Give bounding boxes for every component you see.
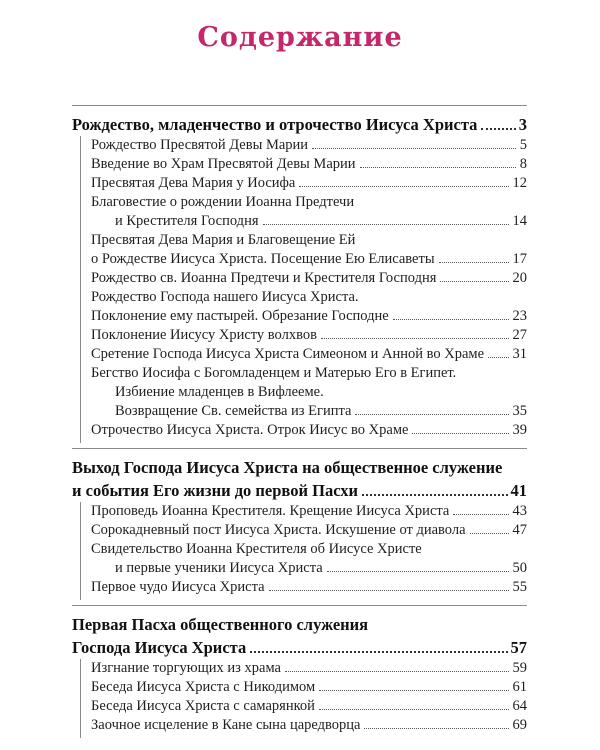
entry-title: Рождество св. Иоанна Предтечи и Крестителя Господня (91, 270, 437, 286)
dot-leader (362, 494, 507, 496)
entry-title-line: Пресвятая Дева Мария и Благовещение Ей (91, 232, 356, 248)
section-page-number: 41 (510, 481, 527, 500)
entry-title: Сорокадневный пост Иисуса Христа. Искушение от диавола (91, 522, 466, 538)
toc-entry[interactable] (91, 326, 527, 345)
toc-entry[interactable] (91, 540, 527, 578)
section-title: Рождество, младенчество и отрочество Иисуса Христа (72, 115, 478, 134)
dot-leader (263, 224, 509, 225)
section-page-number: 57 (510, 638, 527, 657)
toc-entry[interactable] (91, 659, 527, 678)
section-title: Господа Иисуса Христа (72, 638, 247, 657)
subsection-list (80, 502, 527, 600)
dot-leader (285, 671, 509, 672)
entry-page-number: 69 (512, 717, 527, 733)
entry-page-number: 20 (512, 270, 527, 286)
entry-title: и первые ученики Иисуса Христа (115, 560, 323, 576)
toc-entry[interactable] (91, 678, 527, 697)
entry-title: Возвращение Св. семейства из Египта (115, 403, 352, 419)
entry-page-number: 17 (512, 251, 527, 267)
dot-leader (440, 281, 508, 282)
toc-entry[interactable] (91, 288, 527, 326)
dot-leader (364, 728, 508, 729)
entry-page-number: 27 (512, 327, 527, 343)
toc-entry[interactable] (91, 578, 527, 597)
section-title: и события Его жизни до первой Пасхи (72, 481, 359, 500)
toc-entry[interactable] (91, 521, 527, 540)
dot-leader (269, 590, 509, 591)
toc-section (72, 448, 527, 600)
entry-title: и Крестителя Господня (115, 213, 259, 229)
section-title-line[interactable] (72, 637, 527, 658)
toc-entry[interactable] (91, 364, 527, 421)
entry-title: Введение во Храм Пресвятой Девы Марии (91, 156, 356, 172)
entry-page-number: 55 (512, 579, 527, 595)
page-title: Содержание (197, 22, 403, 53)
entry-title: Беседа Иисуса Христа с самарянкой (91, 698, 315, 714)
dot-leader (470, 533, 509, 534)
toc-entry[interactable] (91, 231, 527, 269)
entry-title: Заочное исцеление в Кане сына царедворца (91, 717, 361, 733)
entry-page-number: 12 (512, 175, 527, 191)
dot-leader (327, 571, 509, 572)
entry-page-number: 31 (512, 346, 527, 362)
entry-title: Проповедь Иоанна Крестителя. Крещение Иисуса Христа (91, 503, 450, 519)
toc-entry[interactable] (91, 345, 527, 364)
toc-section (72, 605, 527, 738)
entry-page-number: 61 (512, 679, 527, 695)
dot-leader (355, 414, 508, 415)
dot-leader (393, 319, 509, 320)
dot-leader (488, 357, 508, 358)
entry-page-number: 8 (519, 156, 527, 172)
toc-section (72, 105, 527, 443)
toc-entry[interactable] (91, 136, 527, 155)
entry-page-number: 35 (512, 403, 527, 419)
dot-leader (319, 709, 509, 710)
section-title: Первая Пасха общественного служения (72, 615, 369, 634)
dot-leader (321, 338, 509, 339)
entry-page-number: 5 (519, 137, 527, 153)
toc-entry[interactable] (91, 697, 527, 716)
dot-leader (319, 690, 508, 691)
dot-leader (439, 262, 509, 263)
entry-page-number: 43 (512, 503, 527, 519)
entry-page-number: 59 (512, 660, 527, 676)
entry-page-number: 23 (512, 308, 527, 324)
entry-title-line: Избиение младенцев в Вифлееме. (115, 384, 324, 400)
entry-title-line: Благовестие о рождении Иоанна Предтечи (91, 194, 355, 210)
toc-entry[interactable] (91, 421, 527, 440)
entry-title: Первое чудо Иисуса Христа (91, 579, 265, 595)
section-title-line[interactable] (72, 114, 527, 135)
entry-title: Поклонение ему пастырей. Обрезание Господне (91, 308, 389, 324)
entry-title-line: Рождество Господа нашего Иисуса Христа. (91, 289, 359, 305)
toc-entry[interactable] (91, 502, 527, 521)
dot-leader (453, 514, 508, 515)
entry-title: Поклонение Иисусу Христу волхвов (91, 327, 317, 343)
toc-entry[interactable] (91, 155, 527, 174)
toc-entry[interactable] (91, 269, 527, 288)
entry-page-number: 64 (512, 698, 527, 714)
dot-leader (312, 148, 516, 149)
subsection-list (80, 659, 527, 738)
section-page-number: 3 (518, 115, 527, 134)
entry-title: Беседа Иисуса Христа с Никодимом (91, 679, 316, 695)
entry-title: Отрочество Иисуса Христа. Отрок Иисус во Храме (91, 422, 409, 438)
section-title: Выход Господа Иисуса Христа на общественное служение (72, 458, 503, 477)
entry-title: Изгнание торгующих из храма (91, 660, 281, 676)
entry-title: Рождество Пресвятой Девы Марии (91, 137, 309, 153)
toc-entry[interactable] (91, 716, 527, 735)
dot-leader (299, 186, 508, 187)
section-title-line[interactable] (72, 480, 527, 501)
dot-leader (250, 651, 507, 653)
subsection-list (80, 136, 527, 443)
dot-leader (481, 128, 515, 130)
dot-leader (412, 433, 508, 434)
entry-title-line: Бегство Иосифа с Богомладенцем и Матерью Его в Египет. (91, 365, 457, 381)
entry-title: Сретение Господа Иисуса Христа Симеоном и Анной во Храме (91, 346, 485, 362)
entry-page-number: 50 (512, 560, 527, 576)
entry-title-line: Свидетельство Иоанна Крестителя об Иисусе Христе (91, 541, 422, 557)
entry-title: о Рождестве Иисуса Христа. Посещение Ею Елисаветы (91, 251, 435, 267)
entry-title: Пресвятая Дева Мария у Иосифа (91, 175, 296, 191)
toc-entry[interactable] (91, 174, 527, 193)
entry-page-number: 14 (512, 213, 527, 229)
dot-leader (360, 167, 516, 168)
toc-entry[interactable] (91, 193, 527, 231)
entry-page-number: 47 (512, 522, 527, 538)
entry-page-number: 39 (512, 422, 527, 438)
table-of-contents (72, 100, 527, 738)
